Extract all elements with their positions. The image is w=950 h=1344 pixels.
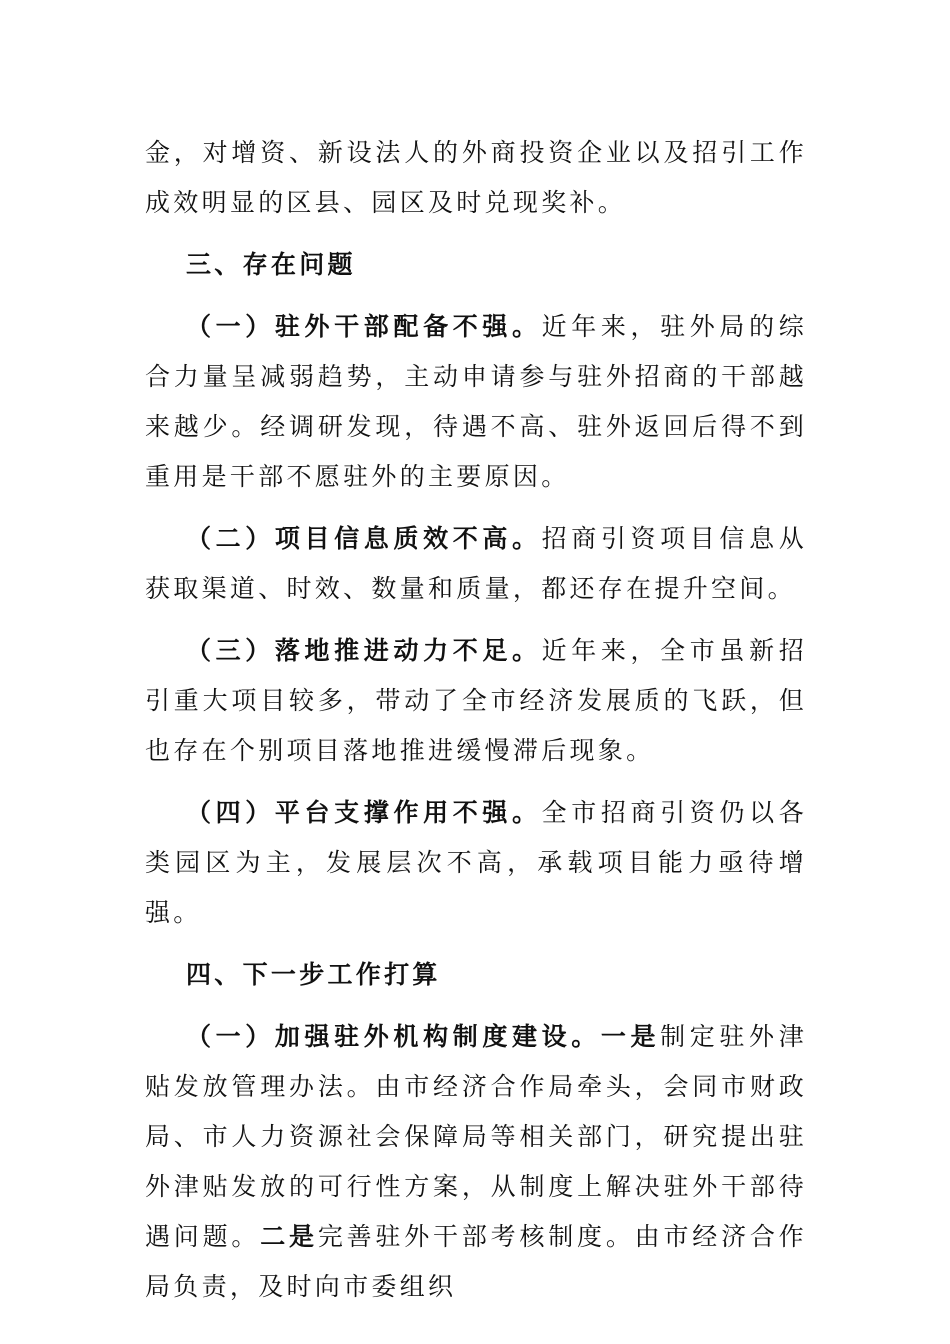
paragraph-continuation xyxy=(145,128,807,228)
document-body xyxy=(145,128,807,1324)
paragraph-problem-4 xyxy=(145,788,807,938)
section-heading-next-steps: 四、下一步工作打算 xyxy=(186,960,441,989)
paragraph-text: 近年来，驻外局的综合力量呈减弱趋势，主动申请参与驻外招商的干部越来越少。经调研发现，待遇不高、驻外返回后得不到重用是干部不愿驻外的主要原因。 xyxy=(145,312,808,491)
paragraph-text: 全市招商引资仍以各类园区为主，发展层次不高，承载项目能力亟待增强。 xyxy=(145,798,808,927)
paragraph-problem-3 xyxy=(145,626,807,776)
paragraph-text: 完善驻外干部考核制度。由市经济合作局负责，及时向市委组织 xyxy=(145,1222,807,1301)
paragraph-text: 近年来，全市虽新招引重大项目较多，带动了全市经济发展质的飞跃，但也存在个别项目落地推进缓慢滞后现象。 xyxy=(145,636,808,765)
paragraph-plan-1 xyxy=(145,1012,807,1312)
paragraph-text: 招商引资项目信息从获取渠道、时效、数量和质量，都还存在提升空间。 xyxy=(145,524,808,603)
paragraph-lead: （二）项目信息质效不高。 xyxy=(186,524,542,553)
item-marker-1: 一是 xyxy=(600,1022,661,1051)
paragraph-lead: （三）落地推进动力不足。 xyxy=(186,636,542,665)
paragraph-problem-1 xyxy=(145,302,807,502)
section-heading-problems: 三、存在问题 xyxy=(186,250,356,279)
item-marker-2: 二是 xyxy=(260,1222,318,1251)
paragraph-text: 制定驻外津贴发放管理办法。由市经济合作局牵头，会同市财政局、市人力资源社会保障局等相关部门，研究提出驻外津贴发放的可行性方案，从制度上解决驻外干部待遇问题。 xyxy=(145,1022,807,1251)
paragraph-lead: （一）加强驻外机构制度建设。 xyxy=(186,1022,601,1051)
paragraph-lead: （四）平台支撑作用不强。 xyxy=(186,798,542,827)
paragraph-lead: （一）驻外干部配备不强。 xyxy=(186,312,542,341)
paragraph-text: 金，对增资、新设法人的外商投资企业以及招引工作成效明显的区县、园区及时兑现奖补。 xyxy=(145,138,807,217)
paragraph-problem-2 xyxy=(145,514,807,614)
